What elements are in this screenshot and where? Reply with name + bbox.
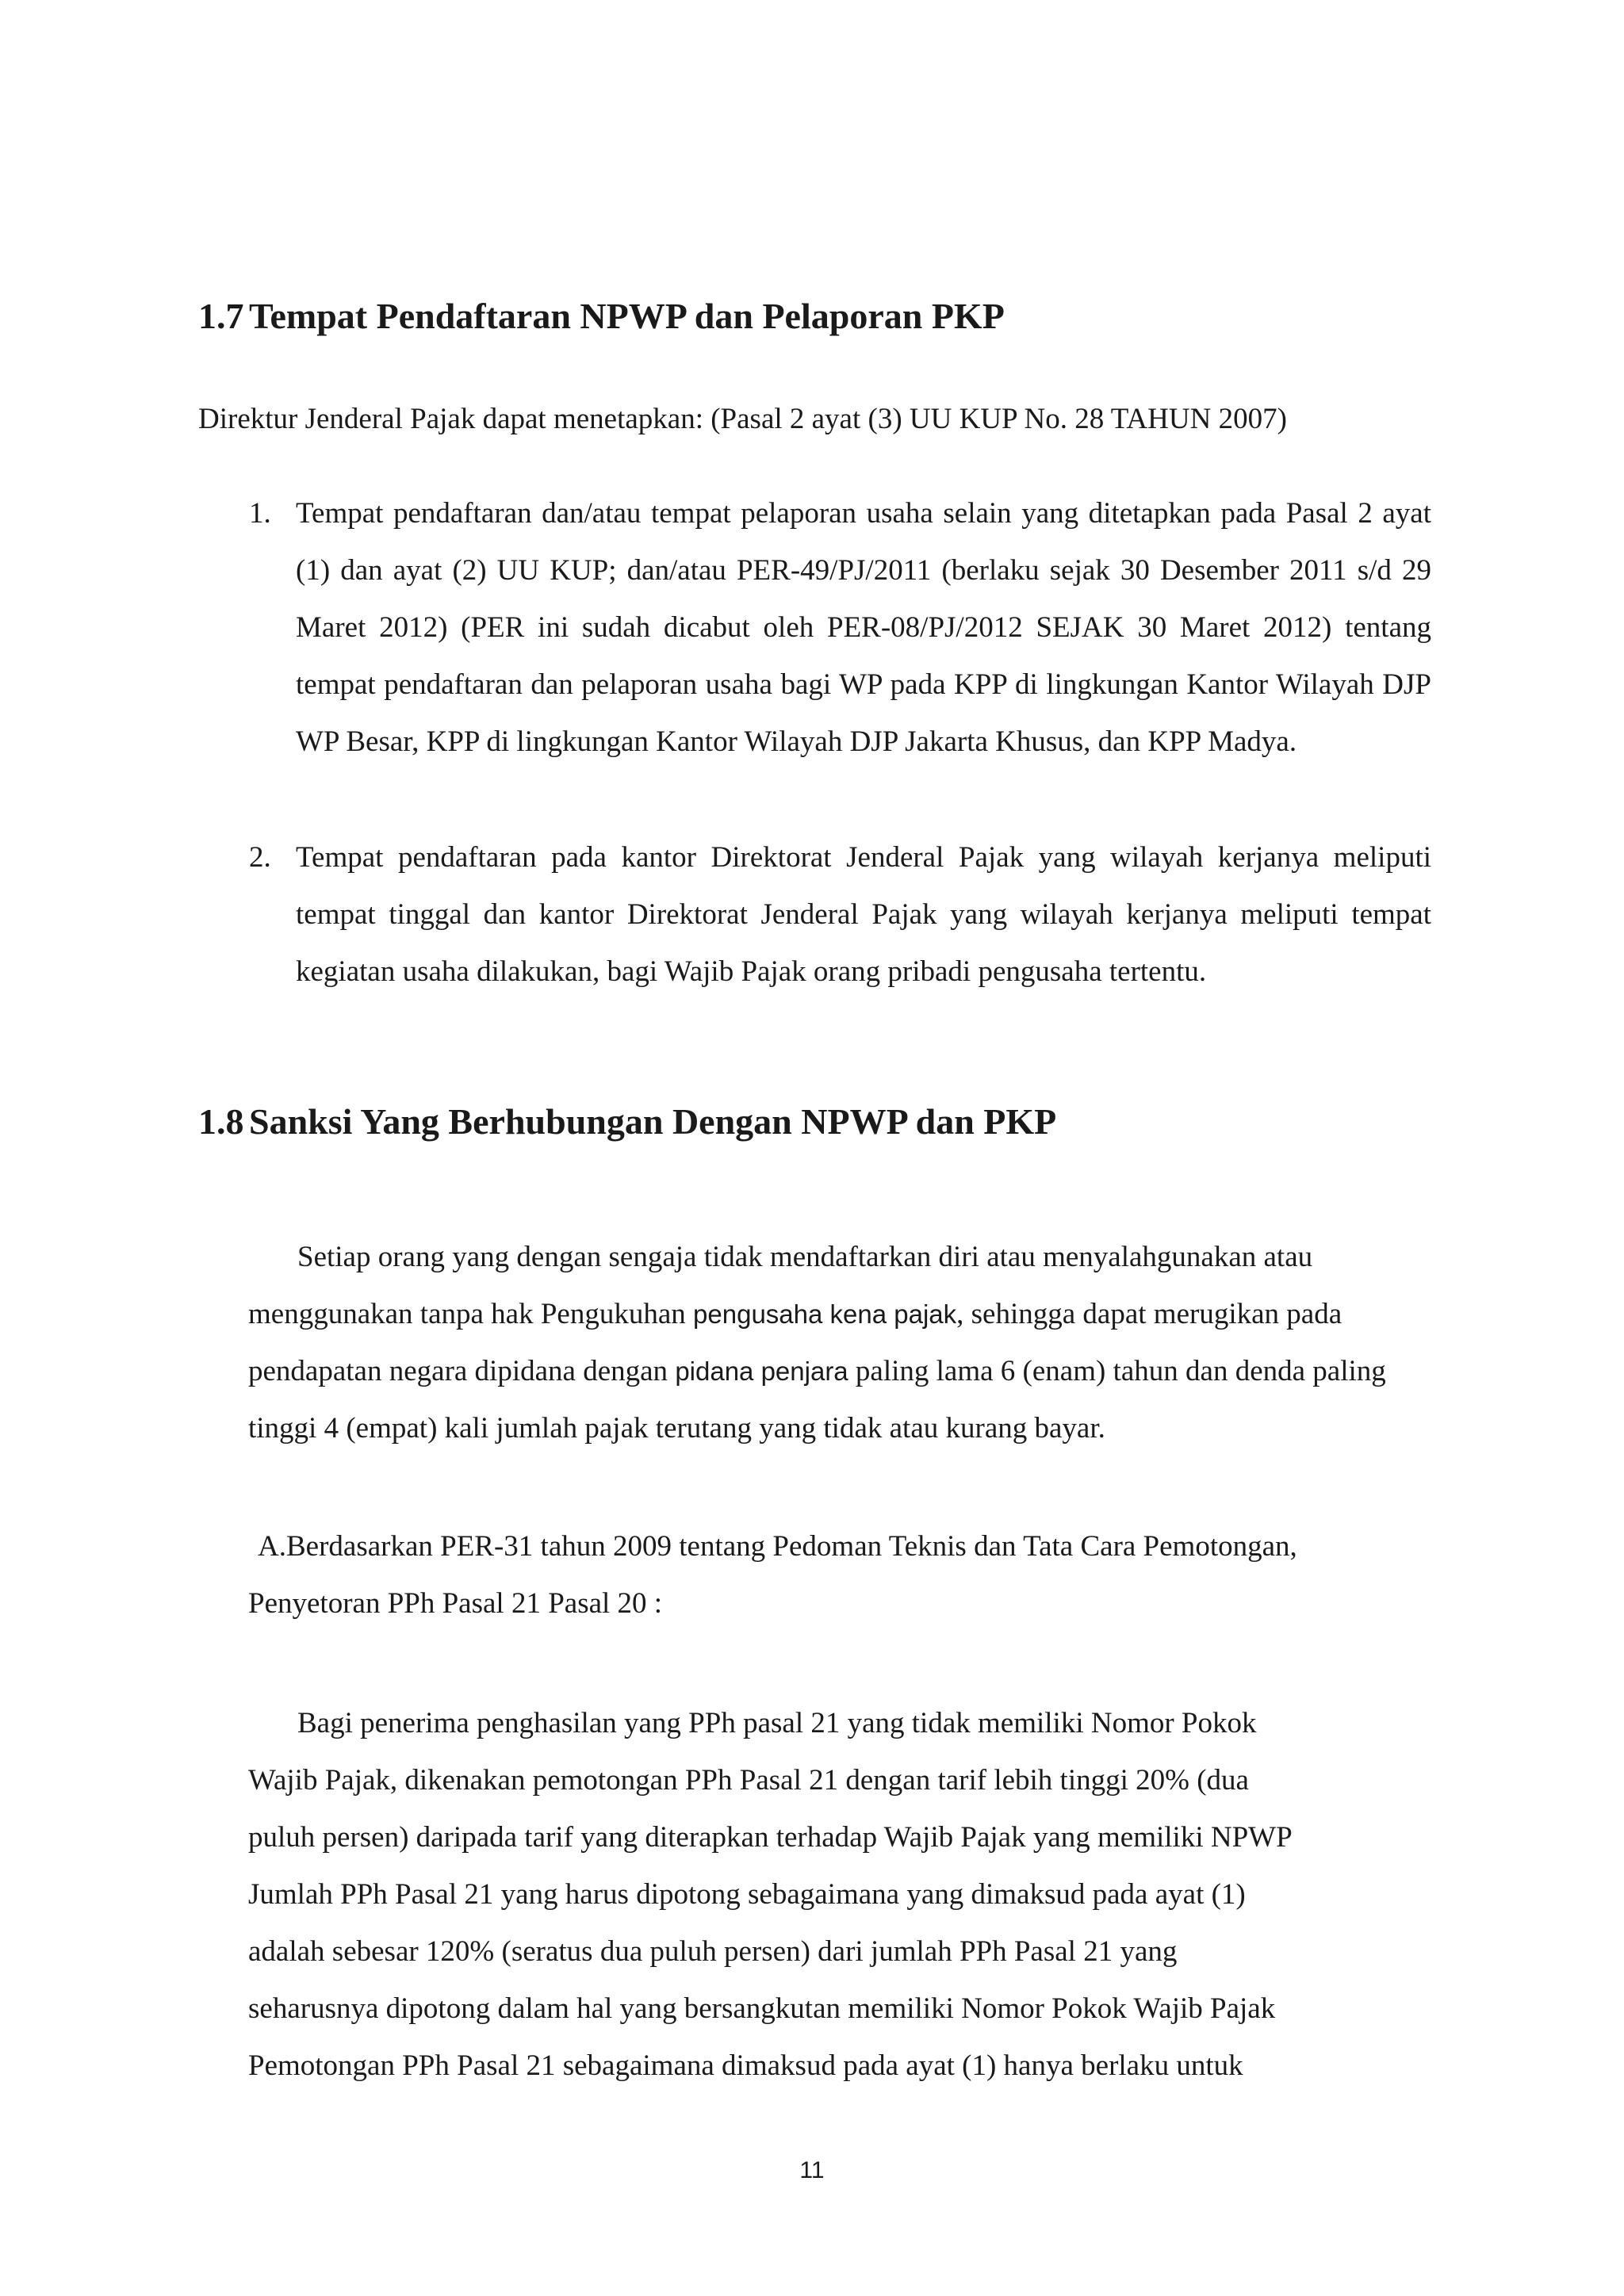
closing-line: Wajib Pajak, dikenakan pemotongan PPh Pasal 21 dengan tarif lebih tinggi 20% (dua xyxy=(248,1764,1249,1797)
list-item-2-text: Tempat pendaftaran pada kantor Direktorat Jenderal Pajak yang wilayah kerjanya meliputi tempat tinggal dan kantor Direktorat Jenderal Pajak yang wilayah kerjanya meliputi tempat kegiatan usaha dilakukan, bagi Wajib Pajak orang pribadi pengusaha tertentu. xyxy=(296,841,1431,988)
intro-paragraph: Direktur Jenderal Pajak dapat menetapkan: (Pasal 2 ayat (3) UU KUP No. 28 TAHUN 2007) xyxy=(198,403,1287,435)
section-heading-1-8 xyxy=(198,1100,1056,1144)
closing-line: adalah sebesar 120% (seratus dua puluh persen) dari jumlah PPh Pasal 21 yang xyxy=(248,1935,1178,1968)
closing-line: Pemotongan PPh Pasal 21 sebagaimana dimaksud pada ayat (1) hanya berlaku untuk xyxy=(248,2049,1243,2082)
section-number: 1.7 xyxy=(198,296,244,336)
section-title: Sanksi Yang Berhubungan Dengan NPWP dan PKP xyxy=(249,1101,1057,1142)
closing-paragraph xyxy=(248,1695,1293,2095)
section-number: 1.8 xyxy=(198,1101,244,1142)
term-pidana-penjara: pidana penjara xyxy=(675,1357,848,1386)
point-a-paragraph: A.Berdasarkan PER-31 tahun 2009 tentang Pedoman Teknis dan Tata Cara Pemotongan, Penyetoran PPh Pasal 21 Pasal 20 : xyxy=(248,1530,1297,1620)
closing-line: seharusnya dipotong dalam hal yang bersangkutan memiliki Nomor Pokok Wajib Pajak xyxy=(248,1992,1276,2025)
sanksi-text-part3: paling lama 6 (enam) tahun dan denda paling tinggi 4 (empat) kali jumlah pajak terutang yang tidak atau kurang bayar. xyxy=(248,1355,1386,1445)
list-item-1-marker: 1. xyxy=(249,497,271,530)
section-heading-1-7 xyxy=(198,294,1005,339)
list-item-2-marker: 2. xyxy=(249,841,271,874)
sanksi-paragraph xyxy=(248,1229,1430,1457)
closing-line: Bagi penerima penghasilan yang PPh pasal 21 yang tidak memiliki Nomor Pokok xyxy=(297,1707,1257,1739)
closing-line: Jumlah PPh Pasal 21 yang harus dipotong sebagaimana yang dimaksud pada ayat (1) xyxy=(248,1878,1246,1911)
page-number: 11 xyxy=(799,2157,825,2183)
sanksi-text-part1: Setiap orang yang dengan sengaja tidak mendaftarkan diri atau menyalahgunakan atau menggunakan tanpa hak Pengukuhan xyxy=(248,1241,1313,1330)
sanksi-text-part2: , sehingga dapat merugikan pada pendapatan negara dipidana dengan xyxy=(248,1298,1342,1387)
term-pengusaha-kena-pajak: pengusaha kena pajak xyxy=(693,1299,957,1329)
section-title: Tempat Pendaftaran NPWP dan Pelaporan PKP xyxy=(249,296,1005,336)
closing-line: puluh persen) daripada tarif yang diterapkan terhadap Wajib Pajak yang memiliki NPWP xyxy=(248,1821,1293,1854)
list-item-1-text: Tempat pendaftaran dan/atau tempat pelaporan usaha selain yang ditetapkan pada Pasal 2 ayat (1) dan ayat (2) UU KUP; dan/atau PER-49/PJ/2011 (berlaku sejak 30 Desember 2011 s/d 29 Maret 2012) (PER ini sudah dicabut oleh PER-08/PJ/2012 SEJAK 30 Maret 2012) tentang tempat pendaftaran dan pelaporan usaha bagi WP pada KPP di lingkungan Kantor Wilayah DJP WP Besar, KPP di lingkungan Kantor Wilayah DJP Jakarta Khusus, dan KPP Madya. xyxy=(296,497,1431,758)
